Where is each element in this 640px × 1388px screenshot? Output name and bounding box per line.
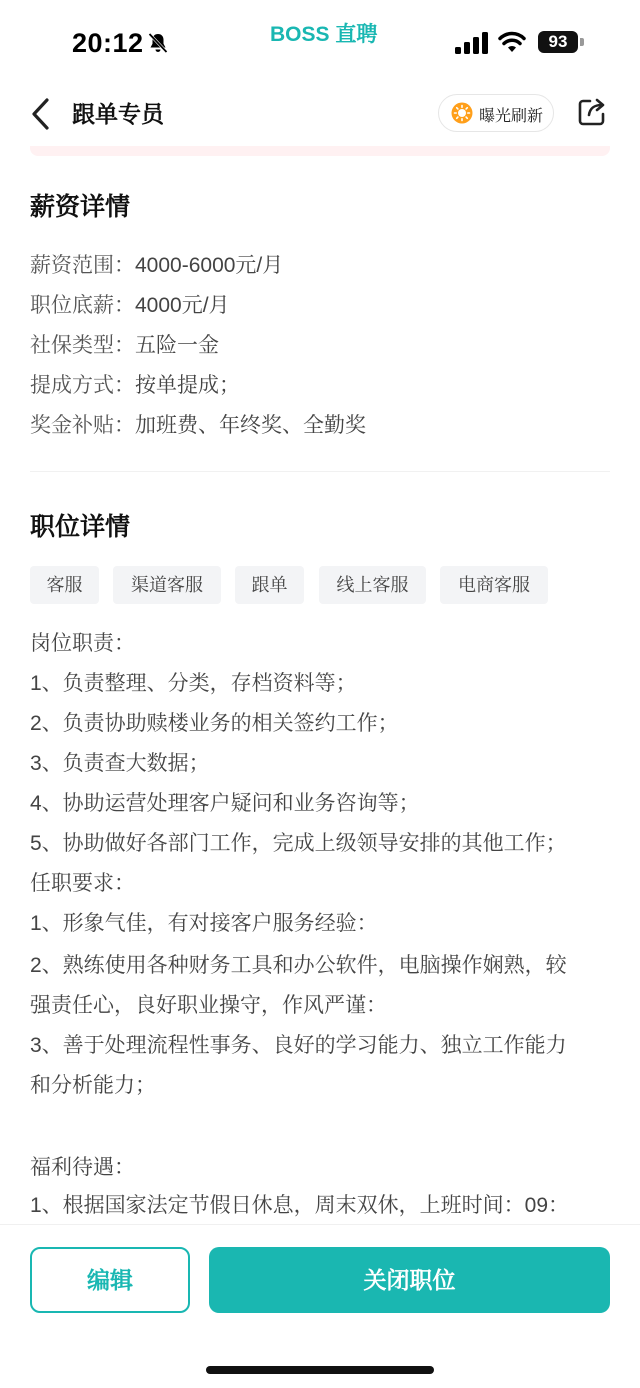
description-line: 4、协助运营处理客户疑问和业务咨询等；: [30, 792, 420, 815]
home-indicator[interactable]: [206, 1366, 434, 1374]
description-line: 2、熟练使用各种财务工具和办公软件，电脑操作娴熟，较: [30, 954, 567, 977]
salary-row-value: 加班费、年终奖、全勤奖: [135, 414, 366, 437]
salary-row: [30, 249, 283, 279]
job-tag: 线上客服: [319, 566, 426, 604]
back-arrow-icon[interactable]: [28, 94, 54, 134]
description-line: 5、协助做好各部门工作，完成上级领导安排的其他工作；: [30, 832, 567, 855]
page-title: 跟单专员: [72, 101, 164, 127]
job-tag: 跟单: [235, 566, 304, 604]
sun-icon: [451, 102, 473, 124]
description-line: 1、形象气佳，有对接客户服务经验：: [30, 912, 378, 935]
status-time: 20:12: [72, 28, 144, 58]
cellular-signal-icon: [455, 32, 489, 54]
close-position-button[interactable]: 关闭职位: [209, 1247, 610, 1313]
salary-row-value: 4000元/月: [135, 294, 230, 317]
nav-bar: [0, 84, 640, 144]
salary-row: [30, 369, 240, 399]
description-line: 1、根据国家法定节假日休息，周末双休，上班时间：09：: [30, 1194, 570, 1217]
exposure-refresh-label: 曝光刷新: [479, 108, 544, 125]
exposure-refresh-button[interactable]: [438, 94, 554, 132]
bell-muted-icon: [146, 31, 170, 55]
edit-button[interactable]: 编辑: [30, 1247, 190, 1313]
salary-row-key: 社保类型：: [30, 334, 135, 357]
description-line: 3、善于处理流程性事务、良好的学习能力、独立工作能力: [30, 1034, 567, 1057]
salary-row: [30, 409, 366, 439]
description-line: 2、负责协助赎楼业务的相关签约工作；: [30, 712, 399, 735]
card-edge: [30, 146, 610, 156]
salary-row-value: 按单提成；: [135, 374, 240, 397]
description-line: 和分析能力；: [30, 1074, 156, 1097]
job-tag: 电商客服: [440, 566, 548, 604]
description-line: 强责任心，良好职业操守，作风严谨：: [30, 994, 387, 1017]
salary-row-key: 职位底薪：: [30, 294, 135, 317]
section-divider: [30, 471, 610, 472]
salary-row: [30, 289, 230, 319]
description-line: 3、负责查大数据；: [30, 752, 210, 775]
status-bar: [0, 0, 640, 80]
wifi-icon: [498, 30, 526, 54]
description-line: 1、负责整理、分类，存档资料等；: [30, 672, 357, 695]
boss-brand-label: BOSS 直聘: [270, 23, 378, 46]
salary-row-value: 五险一金: [135, 334, 219, 357]
share-icon[interactable]: [576, 96, 608, 128]
job-tag: 客服: [30, 566, 99, 604]
job-section-title: 职位详情: [30, 513, 131, 541]
description-line: 福利待遇：: [30, 1156, 135, 1179]
description-line: 任职要求：: [30, 872, 135, 895]
description-line: 岗位职责：: [30, 632, 135, 655]
salary-row-key: 提成方式：: [30, 374, 135, 397]
battery-indicator: 93: [538, 31, 578, 53]
job-tag: 渠道客服: [113, 566, 221, 604]
battery-tip: [580, 38, 584, 46]
salary-row-value: 4000-6000元/月: [135, 254, 284, 277]
salary-row-key: 奖金补贴：: [30, 414, 135, 437]
salary-row: [30, 329, 219, 359]
salary-row-key: 薪资范围：: [30, 254, 135, 277]
salary-section-title: 薪资详情: [30, 193, 131, 221]
